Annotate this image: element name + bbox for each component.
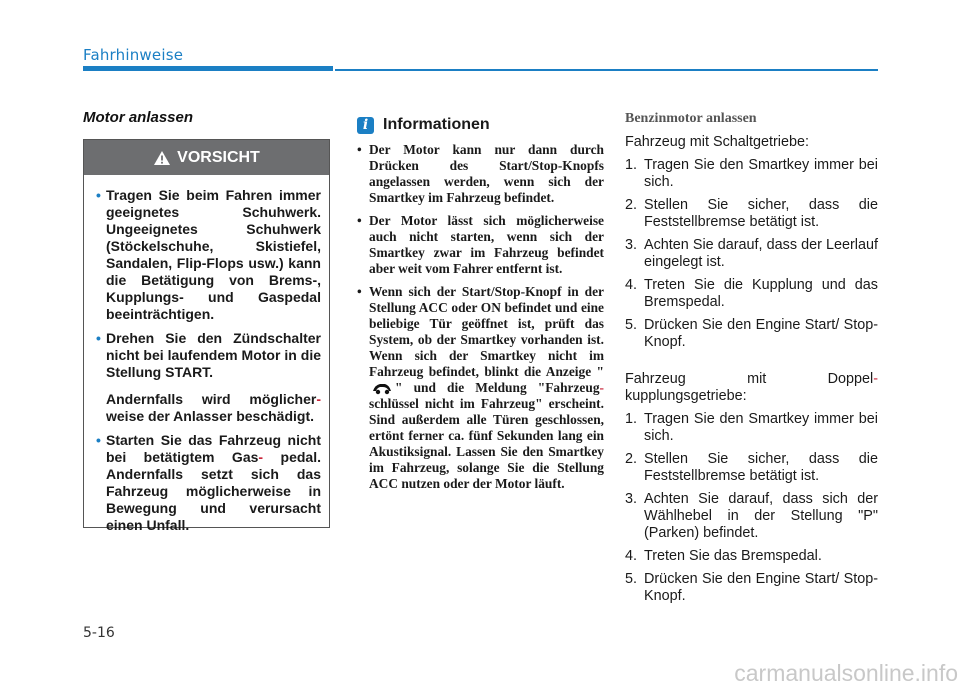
info-icon: i <box>357 117 374 134</box>
caution-box <box>83 139 330 533</box>
page-number: 5-16 <box>83 625 115 641</box>
caution-text-part: Starten Sie das Fahrzeug nicht bei betätigtem Gas <box>106 432 321 465</box>
step-text: Drücken Sie den Engine Start/ Stop-Knopf. <box>644 571 878 604</box>
step-text: Achten Sie darauf, dass sich der Wählhebel in der Stellung "P" (Parken) befindet. <box>644 491 878 541</box>
section-heading: Motor anlassen <box>83 109 194 126</box>
caution-header <box>84 140 329 175</box>
step-number: 4. <box>625 548 638 564</box>
dct-steps <box>625 411 878 605</box>
info-item: • Der Motor lässt sich möglicherweise auch nicht starten, wenn sich der Smartkey zwar im Fahrzeug befindet aber weit vom Fahrer entfernt ist. <box>357 213 604 277</box>
step-text: Tragen Sie den Smartkey immer bei sich. <box>644 157 878 190</box>
step-text: Tragen Sie den Smartkey immer bei sich. <box>644 411 878 444</box>
info-text-part: Wenn sich der Start/Stop-Knopf in der Stellung ACC oder ON befindet und eine beliebige Tür geöffnet ist, prüft das System, ob der Smartkey vorhanden ist. Wenn sich der Smartkey nicht im Fahrzeug befindet, blinkt die Anzeige " <box>369 284 604 379</box>
caution-item <box>96 187 321 323</box>
caution-item-note <box>106 391 321 425</box>
gasoline-heading: Benzinmotor anlassen <box>625 111 757 126</box>
step-item <box>625 548 878 565</box>
info-item: • Der Motor kann nur dann durch Drücken des Start/Stop-Knopfs angelassen werden, wenn sich der Smartkey im Fahrzeug befindet. <box>357 142 604 206</box>
step-text: Treten Sie das Bremspedal. <box>644 548 822 564</box>
step-number: 2. <box>625 451 638 467</box>
step-item <box>625 491 878 542</box>
step-number: 1. <box>625 411 638 427</box>
hyphen-mark: - <box>316 391 321 407</box>
caution-item-text: • Tragen Sie beim Fahren immer geeignetes Schuhwerk. Ungeeignetes Schuhwerk (Stöckelschuhe, Skistiefel, Sandalen, Flip-Flops usw.) kann die Betätigung von Brems-, Kupplungs- und Gaspedal beeinträchtigen. <box>106 187 321 322</box>
step-text: Stellen Sie sicher, dass die Feststellbremse betätigt ist. <box>644 451 878 484</box>
caution-item <box>96 432 321 534</box>
gasoline-section <box>625 110 878 611</box>
step-item <box>625 157 878 191</box>
caution-item-text: • Drehen Sie den Zündschalter nicht bei laufendem Motor in die Stellung START. <box>106 330 321 380</box>
caution-label: VORSICHT <box>177 148 260 166</box>
caution-item <box>96 330 321 425</box>
caution-note-part: Andernfalls wird möglicher <box>106 391 317 407</box>
step-number: 2. <box>625 197 638 213</box>
chapter-title: Fahrhinweise <box>83 46 184 64</box>
step-number: 3. <box>625 237 638 253</box>
info-title: Informationen <box>383 116 490 133</box>
step-item <box>625 277 878 311</box>
step-item <box>625 411 878 445</box>
step-number: 5. <box>625 317 638 333</box>
info-text-part: " und die Meldung "Fahrzeug <box>395 380 600 395</box>
caution-list <box>84 175 329 534</box>
step-item <box>625 197 878 231</box>
spacer <box>625 357 878 371</box>
info-header <box>357 116 490 134</box>
dct-label-part: Fahrzeug mit Doppel <box>625 371 874 387</box>
step-number: 3. <box>625 491 638 507</box>
caution-text-part: pedal. Andernfalls setzt sich das Fahrzeug möglicherweise in Bewegung und verursacht einen Unfall. <box>106 449 321 533</box>
caution-note-part: weise der Anlasser beschädigt. <box>106 408 315 424</box>
step-text: Achten Sie darauf, dass der Leerlauf eingelegt ist. <box>644 237 878 270</box>
key-indicator-icon <box>371 381 393 395</box>
step-item <box>625 317 878 351</box>
info-text-part: schlüssel nicht im Fahrzeug" erscheint. Sind außerdem alle Türen geschlossen, ertönt ferner ca. fünf Sekunden lang ein Akustiksignal. Lassen Sie den Smartkey im Fahrzeug, solange Sie die Stellung ACC nutzen oder der Motor läuft. <box>369 396 604 491</box>
step-item <box>625 237 878 271</box>
dct-label <box>625 371 878 405</box>
step-text: Stellen Sie sicher, dass die Feststellbremse betätigt ist. <box>644 197 878 230</box>
step-item <box>625 451 878 485</box>
hyphen-mark: - <box>599 380 604 395</box>
step-number: 5. <box>625 571 638 587</box>
hyphen-mark: - <box>873 371 878 387</box>
info-list <box>357 142 604 499</box>
hyphen-mark: - <box>258 449 264 465</box>
step-number: 1. <box>625 157 638 173</box>
header-rule-thin <box>335 69 878 71</box>
header-rule-thick <box>83 66 333 71</box>
info-item <box>357 284 604 492</box>
step-item <box>625 571 878 605</box>
step-text: Drücken Sie den Engine Start/ Stop-Knopf. <box>644 317 878 350</box>
step-text: Treten Sie die Kupplung und das Bremspedal. <box>644 277 878 310</box>
dct-label-part: kupplungsgetriebe: <box>625 388 747 404</box>
manual-label: Fahrzeug mit Schaltgetriebe: <box>625 134 809 150</box>
caution-item-text <box>106 432 321 534</box>
warning-triangle-icon <box>153 150 171 166</box>
manual-steps <box>625 157 878 351</box>
step-number: 4. <box>625 277 638 293</box>
watermark-link[interactable]: carmanualsonline.info <box>734 660 958 686</box>
